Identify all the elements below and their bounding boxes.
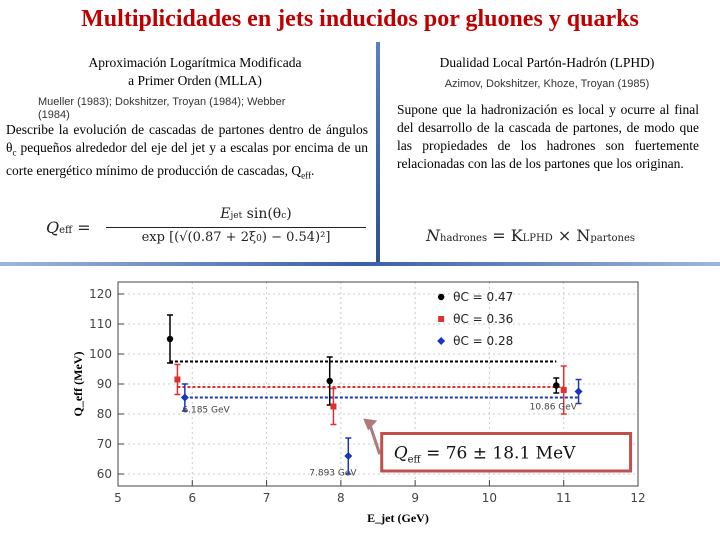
data-point <box>327 378 333 384</box>
y-tick-label: 60 <box>96 467 112 481</box>
x-tick-label: 9 <box>411 491 419 505</box>
mlla-heading-line1: Aproximación Logarítmica Modificada <box>88 55 302 70</box>
x-axis-label: E_jet (GeV) <box>367 511 429 525</box>
mlla-description <box>6 121 368 184</box>
mlla-desc-text-2: pequeños alrededor del eje del jet y a escalas por encima de un corte energético mínimo de producción de cascadas, Q <box>6 140 368 178</box>
data-point <box>561 387 567 393</box>
y-axis-label: Q_eff (MeV) <box>71 351 85 417</box>
mlla-desc-text: Describe la evolución de cascadas de partones dentro de ángulos θ <box>6 122 368 155</box>
data-point <box>174 377 180 383</box>
data-point <box>553 382 559 388</box>
mlla-refs-line1: Mueller (1983); Dokshitzer, Troyan (1984); Webber <box>38 96 286 108</box>
x-tick-label: 8 <box>337 491 345 505</box>
page-title: Multiplicidades en jets inducidos por gluones y quarks <box>81 6 639 32</box>
mlla-formula <box>46 206 376 256</box>
x-tick-label: 12 <box>630 491 646 505</box>
data-point <box>167 336 173 342</box>
legend-marker <box>438 294 444 300</box>
qeff-plot <box>66 274 656 532</box>
energy-annotation: 10.86 GeV <box>529 402 577 413</box>
x-tick-label: 10 <box>481 491 498 505</box>
formula-lhs: Qeff = <box>46 218 91 237</box>
section-divider <box>0 262 720 266</box>
result-formula: $Q_{eff} = 76 \pm 18.1$ MeV <box>393 443 576 466</box>
mlla-references <box>38 96 368 122</box>
y-tick-label: 70 <box>96 437 112 451</box>
data-point <box>330 404 336 410</box>
y-tick-label: 100 <box>89 347 112 361</box>
data-point <box>344 452 352 460</box>
mlla-desc-sub-2: eff <box>301 170 311 181</box>
y-tick-label: 80 <box>96 407 112 421</box>
lphd-formula: Nhadrones = KLPHD × Npartones <box>426 226 636 245</box>
mlla-heading <box>30 54 360 90</box>
mlla-refs-line2: (1984) <box>38 109 70 121</box>
mlla-heading-line2: a Primer Orden (MLLA) <box>128 73 262 88</box>
column-divider <box>376 42 380 264</box>
mlla-desc-sub: c <box>12 147 17 158</box>
qeff-chart-svg <box>66 274 656 532</box>
legend-marker <box>438 316 444 322</box>
mlla-desc-end: . <box>310 162 315 178</box>
lphd-description: Supone que la hadronización es local y ocurre al final del desarrollo de la cascada de partones, de modo que las propiedades de los hadrones son fuertemente relacionadas con las de los partones que los originan. <box>397 102 699 171</box>
legend-label: θC = 0.28 <box>453 334 514 348</box>
data-point <box>575 388 583 396</box>
legend-label: θC = 0.47 <box>453 290 514 304</box>
x-tick-label: 7 <box>262 491 271 505</box>
legend-marker <box>437 337 445 345</box>
formula-numerator: Ejet sin(θc) <box>220 206 292 222</box>
y-tick-label: 90 <box>96 377 112 391</box>
y-tick-label: 120 <box>89 287 112 301</box>
legend-label: θC = 0.36 <box>453 312 514 326</box>
energy-annotation: 6.185 GeV <box>182 405 230 416</box>
lphd-references: Azimov, Dokshitzer, Khoze, Troyan (1985) <box>444 78 650 90</box>
lphd-heading: Dualidad Local Partón-Hadrón (LPHD) <box>439 55 655 70</box>
x-tick-label: 6 <box>188 491 197 505</box>
energy-annotation: 7.893 GeV <box>309 468 357 479</box>
y-tick-label: 110 <box>89 317 112 331</box>
formula-denominator: exp [(√(0.87 + 2ξ0) − 0.54)²] <box>141 230 331 245</box>
x-tick-label: 11 <box>556 491 572 505</box>
x-tick-label: 5 <box>114 491 122 505</box>
data-point <box>181 394 189 402</box>
formula-fraction-bar <box>106 227 366 228</box>
